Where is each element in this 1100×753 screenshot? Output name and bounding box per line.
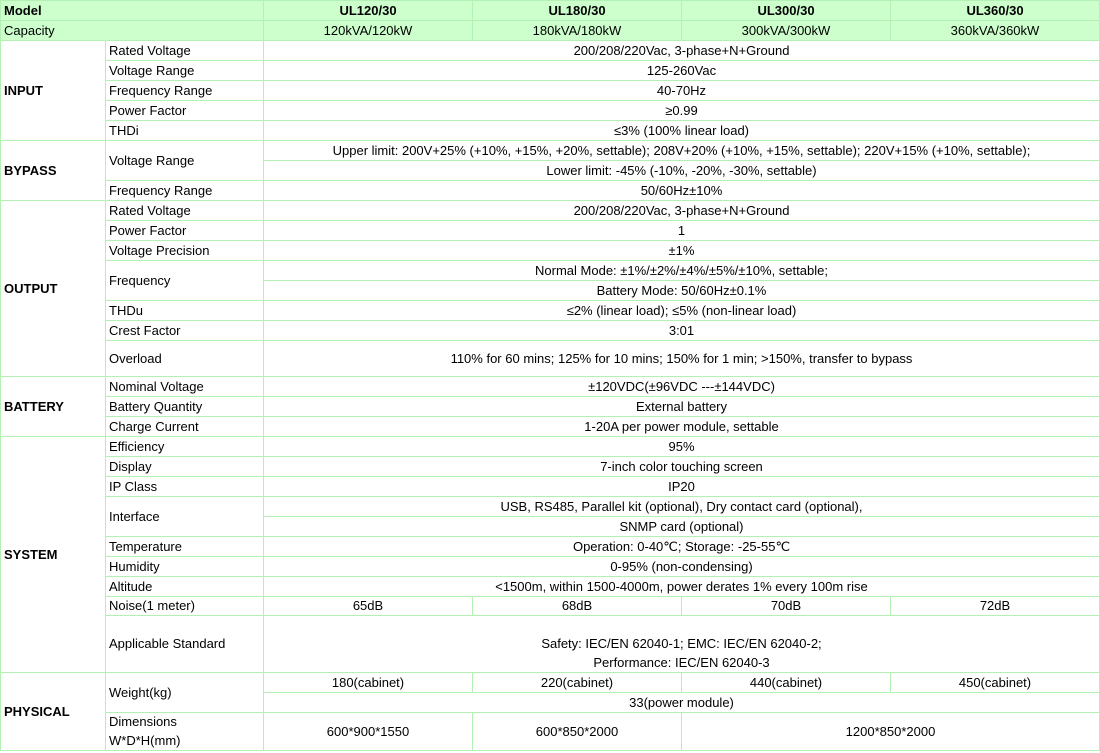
table-row bbox=[1, 557, 1100, 577]
weight-ul120: 180(cabinet) bbox=[264, 673, 473, 693]
capacity-ul180: 180kVA/180kW bbox=[473, 21, 682, 41]
table-row bbox=[1, 497, 1100, 517]
spec-value: <1500m, within 1500-4000m, power derates 1% every 100m rise bbox=[264, 577, 1100, 597]
spec-value: IP20 bbox=[264, 477, 1100, 497]
spec-value: 110% for 60 mins; 125% for 10 mins; 150% for 1 min; >150%, transfer to bypass bbox=[264, 341, 1100, 377]
group-physical: PHYSICAL bbox=[1, 673, 106, 751]
dimensions-ul300-ul360: 1200*850*2000 bbox=[682, 713, 1100, 751]
group-battery: BATTERY bbox=[1, 377, 106, 437]
spec-value: SNMP card (optional) bbox=[264, 517, 1100, 537]
spec-label: Weight(kg) bbox=[106, 673, 264, 713]
spec-value: 0-95% (non-condensing) bbox=[264, 557, 1100, 577]
spec-value: ±1% bbox=[264, 241, 1100, 261]
spec-spacer bbox=[264, 616, 1100, 635]
spec-label: Overload bbox=[106, 341, 264, 377]
table-row bbox=[1, 321, 1100, 341]
spec-value: ≤2% (linear load); ≤5% (non-linear load) bbox=[264, 301, 1100, 321]
table-row bbox=[1, 141, 1100, 161]
group-input: INPUT bbox=[1, 41, 106, 141]
table-row bbox=[1, 121, 1100, 141]
spec-label: Noise(1 meter) bbox=[106, 597, 264, 616]
weight-module: 33(power module) bbox=[264, 693, 1100, 713]
capacity-ul360: 360kVA/360kW bbox=[891, 21, 1100, 41]
spec-value: 40-70Hz bbox=[264, 81, 1100, 101]
spec-value: 1-20A per power module, settable bbox=[264, 417, 1100, 437]
spec-label: Charge Current bbox=[106, 417, 264, 437]
table-row bbox=[1, 101, 1100, 121]
spec-label: Battery Quantity bbox=[106, 397, 264, 417]
capacity-ul300: 300kVA/300kW bbox=[682, 21, 891, 41]
spec-value: 50/60Hz±10% bbox=[264, 181, 1100, 201]
table-row bbox=[1, 417, 1100, 437]
spec-label: THDu bbox=[106, 301, 264, 321]
spec-label: Display bbox=[106, 457, 264, 477]
dimensions-ul180: 600*850*2000 bbox=[473, 713, 682, 751]
table-row bbox=[1, 221, 1100, 241]
spec-label: Power Factor bbox=[106, 221, 264, 241]
noise-ul120: 65dB bbox=[264, 597, 473, 616]
noise-ul360: 72dB bbox=[891, 597, 1100, 616]
spec-label: Crest Factor bbox=[106, 321, 264, 341]
table-row bbox=[1, 397, 1100, 417]
table-row bbox=[1, 616, 1100, 635]
table-row bbox=[1, 673, 1100, 693]
spec-value: Performance: IEC/EN 62040-3 bbox=[264, 654, 1100, 673]
table-row bbox=[1, 201, 1100, 221]
model-ul180: UL180/30 bbox=[473, 1, 682, 21]
spec-label: Nominal Voltage bbox=[106, 377, 264, 397]
spec-label: Applicable Standard bbox=[106, 616, 264, 673]
table-row bbox=[1, 457, 1100, 477]
noise-ul300: 70dB bbox=[682, 597, 891, 616]
spec-value: 7-inch color touching screen bbox=[264, 457, 1100, 477]
spec-label: IP Class bbox=[106, 477, 264, 497]
model-label: Model bbox=[1, 1, 264, 21]
spec-value: External battery bbox=[264, 397, 1100, 417]
spec-label: Frequency Range bbox=[106, 81, 264, 101]
spec-value: Upper limit: 200V+25% (+10%, +15%, +20%, settable); 208V+20% (+10%, +15%, settable); 220V+15% (+10%, settable); bbox=[264, 141, 1100, 161]
table-row bbox=[1, 261, 1100, 281]
capacity-row bbox=[1, 21, 1100, 41]
table-row bbox=[1, 477, 1100, 497]
table-row bbox=[1, 61, 1100, 81]
spec-value: 95% bbox=[264, 437, 1100, 457]
spec-value: 200/208/220Vac, 3-phase+N+Ground bbox=[264, 41, 1100, 61]
group-system: SYSTEM bbox=[1, 437, 106, 673]
spec-label: Interface bbox=[106, 497, 264, 537]
spec-label: Humidity bbox=[106, 557, 264, 577]
spec-value: Operation: 0-40℃; Storage: -25-55℃ bbox=[264, 537, 1100, 557]
spec-label: Rated Voltage bbox=[106, 201, 264, 221]
model-ul360: UL360/30 bbox=[891, 1, 1100, 21]
model-row bbox=[1, 1, 1100, 21]
weight-ul360: 450(cabinet) bbox=[891, 673, 1100, 693]
table-row bbox=[1, 437, 1100, 457]
table-row bbox=[1, 41, 1100, 61]
table-row bbox=[1, 81, 1100, 101]
table-row bbox=[1, 597, 1100, 616]
spec-value: 200/208/220Vac, 3-phase+N+Ground bbox=[264, 201, 1100, 221]
table-row bbox=[1, 537, 1100, 557]
spec-label: THDi bbox=[106, 121, 264, 141]
model-ul120: UL120/30 bbox=[264, 1, 473, 21]
spec-label: W*D*H(mm) bbox=[106, 732, 264, 751]
spec-value: ≥0.99 bbox=[264, 101, 1100, 121]
noise-ul180: 68dB bbox=[473, 597, 682, 616]
spec-value: Normal Mode: ±1%/±2%/±4%/±5%/±10%, settable; bbox=[264, 261, 1100, 281]
group-bypass: BYPASS bbox=[1, 141, 106, 201]
spec-value: ≤3% (100% linear load) bbox=[264, 121, 1100, 141]
spec-value: 1 bbox=[264, 221, 1100, 241]
spec-value: Lower limit: -45% (-10%, -20%, -30%, settable) bbox=[264, 161, 1100, 181]
spec-label: Temperature bbox=[106, 537, 264, 557]
spec-label: Rated Voltage bbox=[106, 41, 264, 61]
model-ul300: UL300/30 bbox=[682, 1, 891, 21]
spec-label: Voltage Range bbox=[106, 61, 264, 81]
dimensions-ul120: 600*900*1550 bbox=[264, 713, 473, 751]
weight-ul300: 440(cabinet) bbox=[682, 673, 891, 693]
spec-value: 3:01 bbox=[264, 321, 1100, 341]
table-row bbox=[1, 341, 1100, 377]
spec-label: Dimensions bbox=[106, 713, 264, 732]
spec-label: Altitude bbox=[106, 577, 264, 597]
capacity-label: Capacity bbox=[1, 21, 264, 41]
spec-label: Frequency Range bbox=[106, 181, 264, 201]
spec-value: ±120VDC(±96VDC ---±144VDC) bbox=[264, 377, 1100, 397]
spec-value: Battery Mode: 50/60Hz±0.1% bbox=[264, 281, 1100, 301]
capacity-ul120: 120kVA/120kW bbox=[264, 21, 473, 41]
spec-label: Frequency bbox=[106, 261, 264, 301]
table-row bbox=[1, 577, 1100, 597]
spec-label: Voltage Range bbox=[106, 141, 264, 181]
spec-label: Voltage Precision bbox=[106, 241, 264, 261]
spec-value: Safety: IEC/EN 62040-1; EMC: IEC/EN 62040-2; bbox=[264, 635, 1100, 654]
group-output: OUTPUT bbox=[1, 201, 106, 377]
table-row bbox=[1, 241, 1100, 261]
spec-value: USB, RS485, Parallel kit (optional), Dry contact card (optional), bbox=[264, 497, 1100, 517]
spec-value: 125-260Vac bbox=[264, 61, 1100, 81]
table-row bbox=[1, 377, 1100, 397]
table-row bbox=[1, 713, 1100, 732]
table-row bbox=[1, 301, 1100, 321]
spec-label: Efficiency bbox=[106, 437, 264, 457]
spec-label: Power Factor bbox=[106, 101, 264, 121]
table-row bbox=[1, 181, 1100, 201]
weight-ul180: 220(cabinet) bbox=[473, 673, 682, 693]
